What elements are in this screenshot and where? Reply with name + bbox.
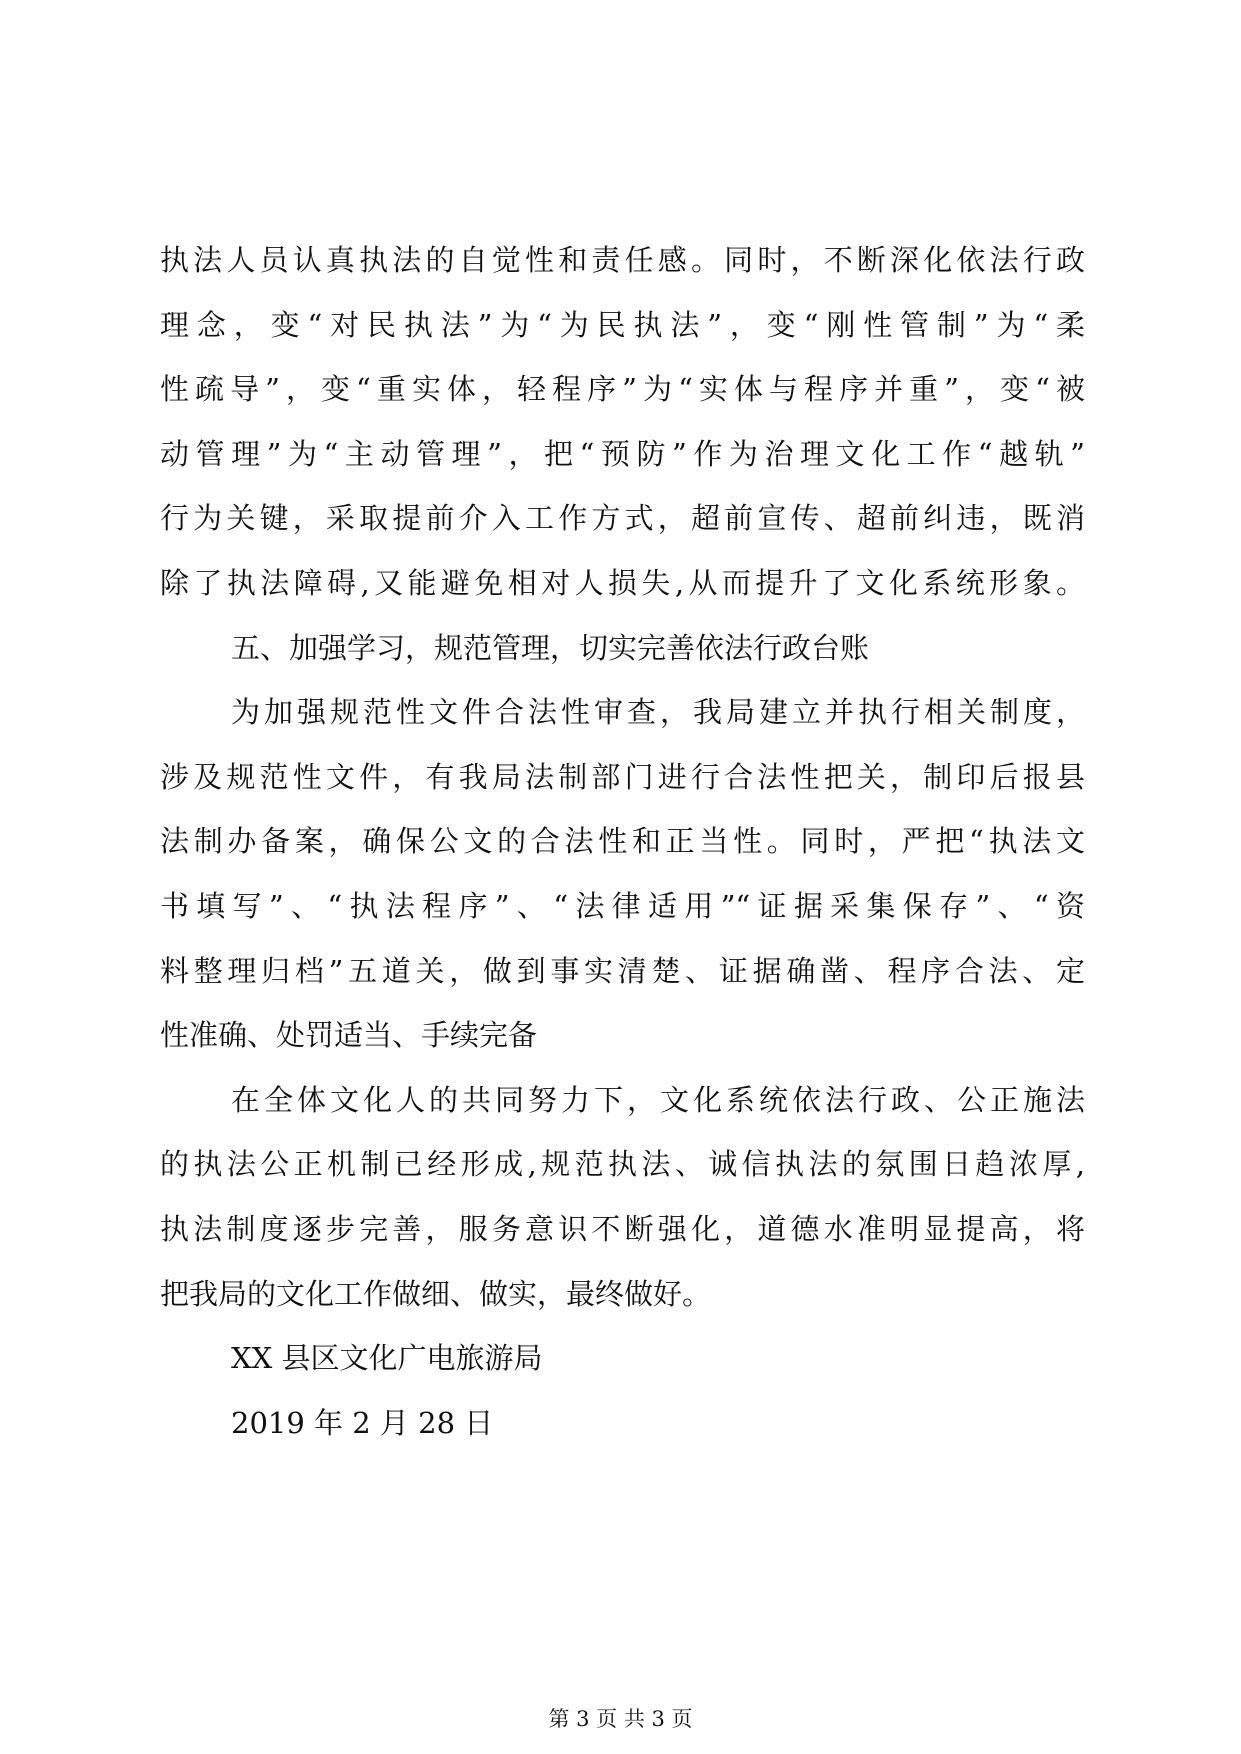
signature-org: XX 县区文化广电旅游局 [231, 1341, 543, 1376]
text-line: 理念，变“对民执法”为“为民执法”，变“刚性管制”为“柔 [160, 307, 1085, 342]
text-line: 料整理归档”五道关，做到事实清楚、证据确凿、程序合法、定 [160, 953, 1085, 988]
document-body [160, 228, 1085, 1455]
text-line: 除了执法障碍,又能避免相对人损失,从而提升了文化系统形象。 [160, 565, 1085, 600]
signature-date: 2019 年 2 月 28 日 [231, 1405, 494, 1440]
text-line: 性疏导”，变“重实体，轻程序”为“实体与程序并重”，变“被 [160, 372, 1085, 407]
text-line: 动管理”为“主动管理”，把“预防”作为治理文化工作“越轨” [160, 436, 1085, 471]
text-line: 执法人员认真执法的自觉性和责任感。同时，不断深化依法行政 [160, 243, 1085, 277]
text-line: 在全体文化人的共同努力下，文化系统依法行政、公正施法 [231, 1082, 1085, 1117]
section-heading: 五、加强学习，规范管理，切实完善依法行政台账 [231, 630, 870, 665]
page-footer: 第 3 页 共 3 页 [548, 1707, 693, 1731]
text-line: 性准确、处罚适当、手续完备 [160, 1018, 538, 1053]
text-line: 书填写”、“执法程序”、“法律适用”“证据采集保存”、“资 [160, 888, 1085, 923]
text-line: 执法制度逐步完善，服务意识不断强化，道德水准明显提高，将 [160, 1211, 1085, 1246]
text-line: 把我局的文化工作做细、做实，最终做好。 [160, 1276, 712, 1311]
text-line: 法制办备案，确保公文的合法性和正当性。同时，严把“执法文 [160, 824, 1085, 859]
text-line: 的执法公正机制已经形成,规范执法、诚信执法的氛围日趋浓厚, [160, 1147, 1085, 1182]
text-line: 为加强规范性文件合法性审查，我局建立并执行相关制度， [231, 695, 1085, 730]
text-line: 行为关键，采取提前介入工作方式，超前宣传、超前纠违，既消 [160, 501, 1085, 536]
text-line: 涉及规范性文件，有我局法制部门进行合法性把关，制印后报县 [160, 759, 1085, 794]
